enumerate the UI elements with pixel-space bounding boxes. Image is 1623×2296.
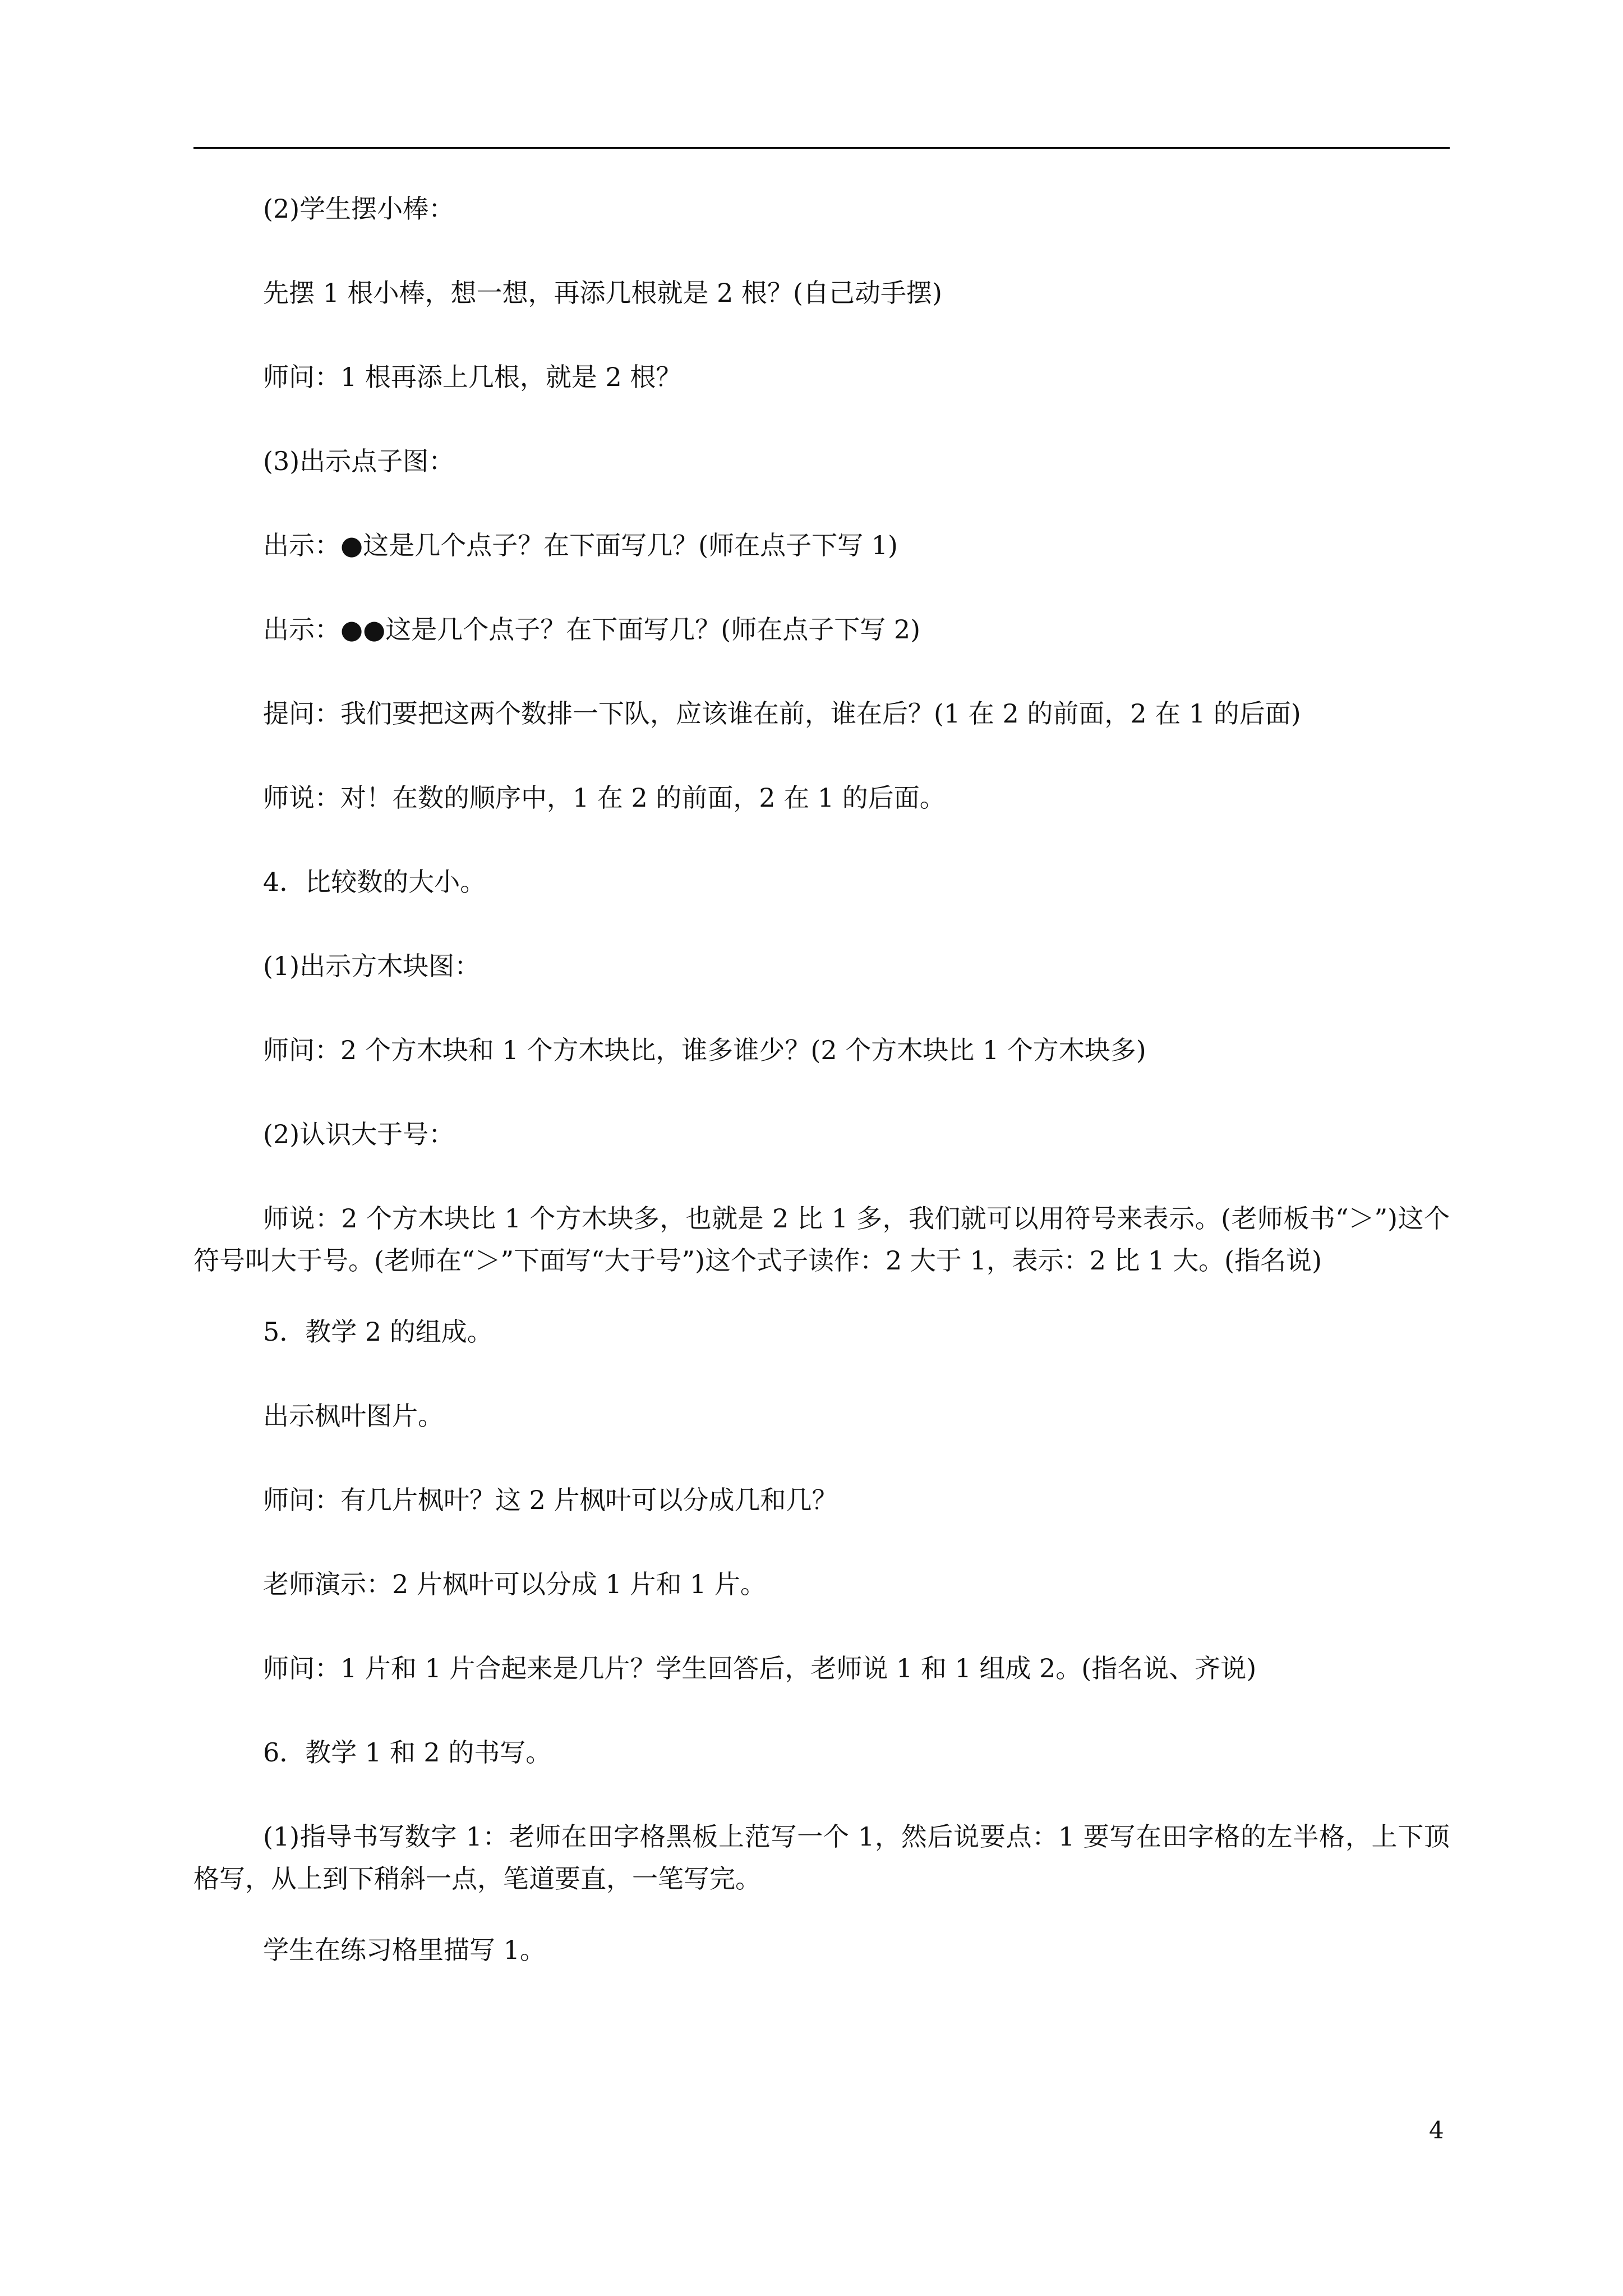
paragraph: (2)学生摆小棒： [263, 194, 455, 224]
paragraph: 师说：2 个方木块比 1 个方木块多，也就是 2 比 1 多，我们就可以用符号来表示。(老师板书“＞”)这个符号叫大于号。(老师在“＞”下面写“大于号”)这个式子读作：2 大于 1，表示：2 比 1 大。(指名说) [193, 1203, 1450, 1276]
paragraph: 出示：●●这是几个点子？在下面写几？(师在点子下写 2) [263, 614, 921, 645]
paragraph: 出示枫叶图片。 [263, 1401, 444, 1431]
paragraph: (1)出示方木块图： [263, 951, 481, 981]
paragraph: 提问：我们要把这两个数排一下队，应该谁在前，谁在后？(1 在 2 的前面，2 在 1 的后面) [263, 698, 1301, 729]
paragraph: (1)指导书写数字 1：老师在田字格黑板上范写一个 1，然后说要点：1 要写在田字格的左半格，上下顶格写，从上到下稍斜一点，笔道要直，一笔写完。 [193, 1821, 1450, 1894]
section-heading: 6．教学 1 和 2 的书写。 [263, 1737, 552, 1768]
paragraph: 学生在练习格里描写 1。 [263, 1935, 546, 1965]
paragraph: 老师演示：2 片枫叶可以分成 1 片和 1 片。 [263, 1569, 766, 1599]
paragraph: 师问：1 根再添上几根，就是 2 根？ [263, 362, 682, 392]
paragraph: 师问：1 片和 1 片合起来是几片？学生回答后，老师说 1 和 1 组成 2。(指名说、齐说) [263, 1653, 1257, 1683]
paragraph: (2)认识大于号： [263, 1119, 455, 1149]
paragraph: 师问：有几片枫叶？这 2 片枫叶可以分成几和几？ [263, 1485, 838, 1515]
paragraph: (3)出示点子图： [263, 446, 455, 476]
page-number: 4 [1429, 2116, 1444, 2144]
document-body [193, 188, 1450, 2013]
paragraph: 先摆 1 根小棒，想一想，再添几根就是 2 根？(自己动手摆) [263, 278, 942, 308]
paragraph: 师问：2 个方木块和 1 个方木块比，谁多谁少？(2 个方木块比 1 个方木块多) [263, 1035, 1146, 1065]
section-heading: 5．教学 2 的组成。 [263, 1317, 493, 1347]
header-rule [193, 147, 1450, 149]
paragraph: 师说：对！在数的顺序中，1 在 2 的前面，2 在 1 的后面。 [263, 783, 946, 813]
section-heading: 4．比较数的大小。 [263, 867, 486, 897]
paragraph: 出示：●这是几个点子？在下面写几？(师在点子下写 1) [263, 530, 898, 560]
